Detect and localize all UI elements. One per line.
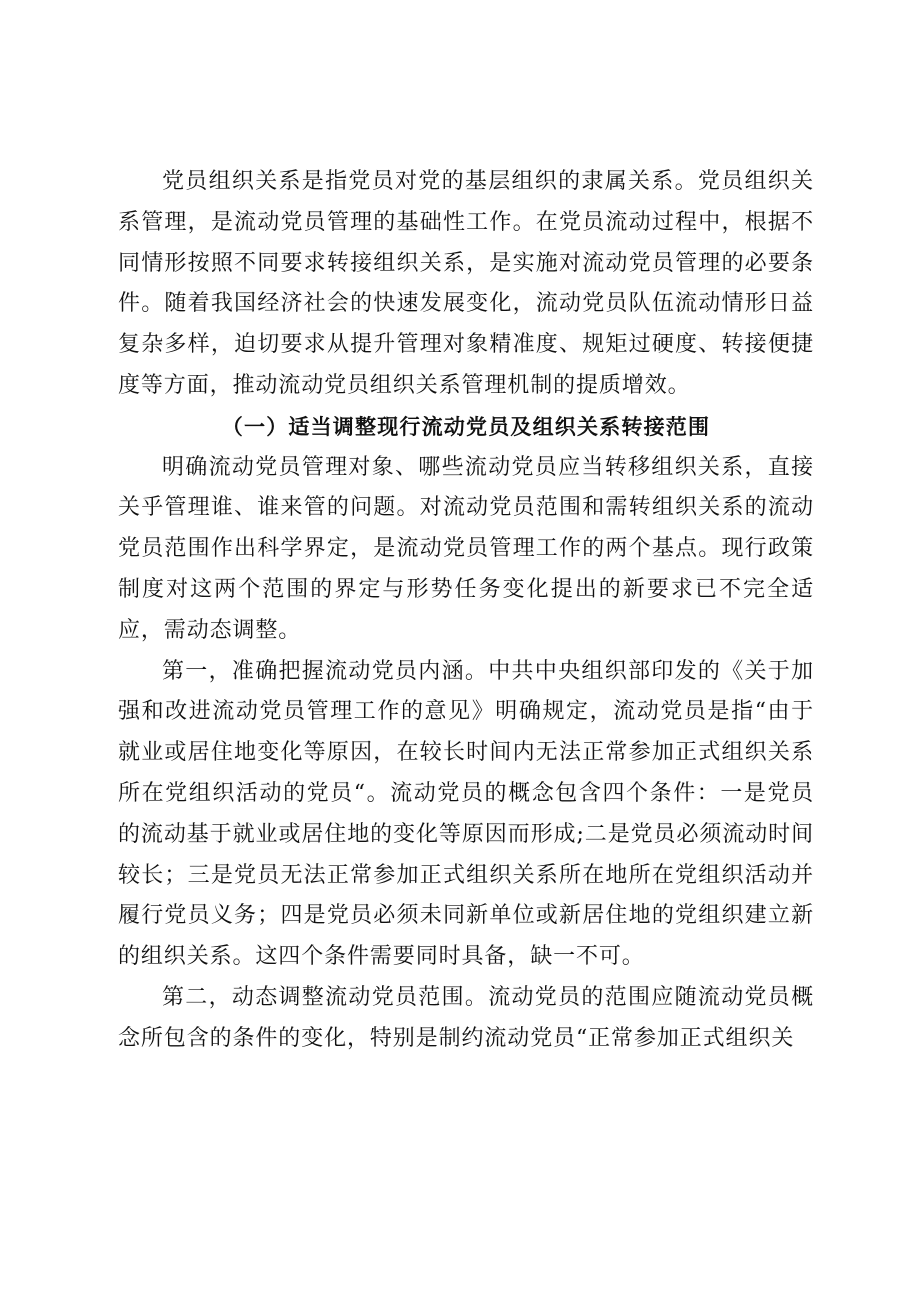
section-paragraph-1: 明确流动党员管理对象、哪些流动党员应当转移组织关系，直接关乎管理谁、谁来管的问题。对流动党员范围和需转组织关系的流动党员范围作出科学界定，是流动党员管理工作的两个基点。现行政策制度对这两个范围的界定与形势任务变化提出的新要求已不完全适应，需动态调整。	[118, 454, 814, 643]
intro-paragraph: 党员组织关系是指党员对党的基层组织的隶属关系。党员组织关系管理，是流动党员管理的基础性工作。在党员流动过程中，根据不同情形按照不同要求转接组织关系，是实施对流动党员管理的必要条件。随着我国经济社会的快速发展变化，流动党员队伍流动情形日益复杂多样，迫切要求从提升管理对象精准度、规矩过硬度、转接便捷度等方面，推动流动党员组织关系管理机制的提质增效。	[118, 169, 814, 398]
section-paragraph-2: 第一，准确把握流动党员内涵。中共中央组织部印发的《关于加强和改进流动党员管理工作的意见》明确规定，流动党员是指“由于就业或居住地变化等原因，在较长时间内无法正常参加正式组织关系所在党组织活动的党员“。流动党员的概念包含四个条件：一是党员的流动基于就业或居住地的变化等原因而形成;二是党员必须流动时间较长；三是党员无法正常参加正式组织关系所在地所在党组织活动并履行党员义务；四是党员必须未同新单位或新居住地的党组织建立新的组织关系。这四个条件需要同时具备，缺一不可。	[118, 658, 814, 970]
section-heading: （一）适当调整现行流动党员及组织关系转接范围	[221, 414, 711, 439]
section-paragraph-3: 第二，动态调整流动党员范围。流动党员的范围应随流动党员概念所包含的条件的变化，特别是制约流动党员“正常参加正式组织关	[118, 984, 814, 1051]
document-page	[118, 162, 814, 1060]
